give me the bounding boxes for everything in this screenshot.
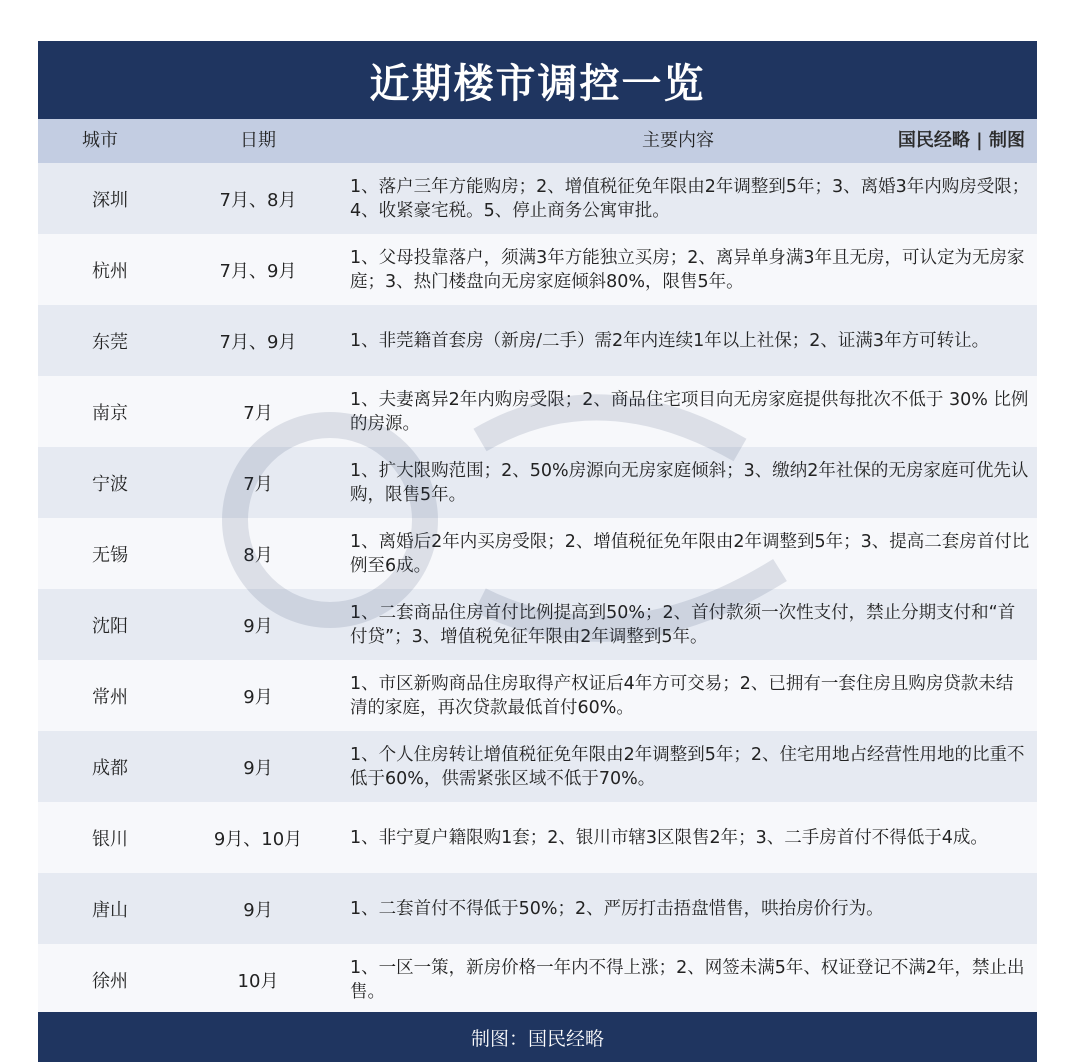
date-cell: 10月: [237, 970, 279, 992]
date-cell: 8月: [243, 544, 273, 566]
content-text: 1、非莞籍首套房（新房/二手）需2年内连续1年以上社保；2、证满3年方可转让。: [350, 330, 990, 351]
table-body: [38, 163, 1037, 1015]
table-row: [38, 589, 1037, 660]
table-row: [38, 944, 1037, 1015]
content-text: 1、扩大限购范围；2、50%房源向无房家庭倾斜；3、缴纳2年社保的无房家庭可优先认购，限售5年。: [350, 460, 1029, 505]
date-cell: 9月: [243, 615, 273, 637]
date-cell: 7月、9月: [219, 260, 297, 282]
content-text: 1、落户三年方能购房；2、增值税征免年限由2年调整到5年；3、离婚3年内购房受限；4、收紧豪宅税。5、停止商务公寓审批。: [350, 176, 1030, 221]
city-cell: 成都: [92, 757, 128, 779]
content-text: 1、离婚后2年内买房受限；2、增值税征免年限由2年调整到5年；3、提高二套房首付比例至6成。: [350, 531, 1030, 576]
city-cell: 常州: [92, 686, 128, 708]
city-cell: 沈阳: [92, 615, 128, 637]
content-cell: [350, 518, 1030, 589]
content-cell: [350, 305, 1030, 376]
city-cell: 南京: [92, 402, 128, 424]
content-cell: [350, 589, 1030, 660]
date-cell: 9月: [243, 686, 273, 708]
page-title: 近期楼市调控一览: [38, 41, 1037, 119]
header-city: 城市: [82, 130, 118, 151]
header-content: 主要内容: [642, 130, 714, 151]
city-cell: 宁波: [92, 473, 128, 495]
table-row: [38, 660, 1037, 731]
content-text: 1、父母投靠落户，须满3年方能独立买房；2、离异单身满3年且无房，可认定为无房家庭；3、热门楼盘向无房家庭倾斜80%，限售5年。: [350, 247, 1025, 292]
city-cell: 唐山: [92, 899, 128, 921]
date-cell: 7月、9月: [219, 331, 297, 353]
content-cell: [350, 731, 1030, 802]
footer-credit: 制图：国民经略: [38, 1012, 1037, 1062]
content-text: 1、一区一策，新房价格一年内不得上涨；2、网签未满5年、权证登记不满2年，禁止出售。: [350, 957, 1025, 1002]
content-text: 1、夫妻离异2年内购房受限；2、商品住宅项目向无房家庭提供每批次不低于 30% 比例的房源。: [350, 389, 1029, 434]
content-cell: [350, 944, 1030, 1015]
table-row: [38, 873, 1037, 944]
table-row: [38, 518, 1037, 589]
date-cell: 7月: [243, 402, 273, 424]
city-cell: 银川: [92, 828, 128, 850]
date-cell: 9月: [243, 757, 273, 779]
header-date: 日期: [240, 130, 276, 151]
table-row: [38, 305, 1037, 376]
date-cell: 9月、10月: [213, 828, 303, 850]
content-cell: [350, 163, 1030, 234]
content-text: 1、非宁夏户籍限购1套；2、银川市辖3区限售2年；3、二手房首付不得低于4成。: [350, 827, 988, 848]
city-cell: 深圳: [92, 189, 128, 211]
content-cell: [350, 660, 1030, 731]
content-text: 1、市区新购商品住房取得产权证后4年方可交易；2、已拥有一套住房且购房贷款未结清的家庭，再次贷款最低首付60%。: [350, 673, 1014, 718]
content-cell: [350, 802, 1030, 873]
table-row: [38, 163, 1037, 234]
city-cell: 杭州: [92, 260, 128, 282]
content-cell: [350, 447, 1030, 518]
content-text: 1、个人住房转让增值税征免年限由2年调整到5年；2、住宅用地占经营性用地的比重不低于60%，供需紧张区域不低于70%。: [350, 744, 1025, 789]
date-cell: 9月: [243, 899, 273, 921]
content-cell: [350, 234, 1030, 305]
table-header: [38, 119, 1037, 163]
content-text: 1、二套商品住房首付比例提高到50%；2、首付款须一次性支付，禁止分期支付和“首付贷”；3、增值税免征年限由2年调整到5年。: [350, 602, 1016, 647]
content-cell: [350, 873, 1030, 944]
content-text: 1、二套首付不得低于50%；2、严厉打击捂盘惜售，哄抬房价行为。: [350, 898, 884, 919]
table-row: [38, 234, 1037, 305]
regulation-card: [38, 41, 1037, 1062]
header-credit: 国民经略 | 制图: [897, 130, 1025, 151]
table-row: [38, 802, 1037, 873]
content-cell: [350, 376, 1030, 447]
city-cell: 东莞: [92, 331, 128, 353]
city-cell: 无锡: [92, 544, 128, 566]
city-cell: 徐州: [92, 970, 128, 992]
table-row: [38, 376, 1037, 447]
table-row: [38, 447, 1037, 518]
date-cell: 7月、8月: [219, 189, 297, 211]
table-row: [38, 731, 1037, 802]
date-cell: 7月: [243, 473, 273, 495]
